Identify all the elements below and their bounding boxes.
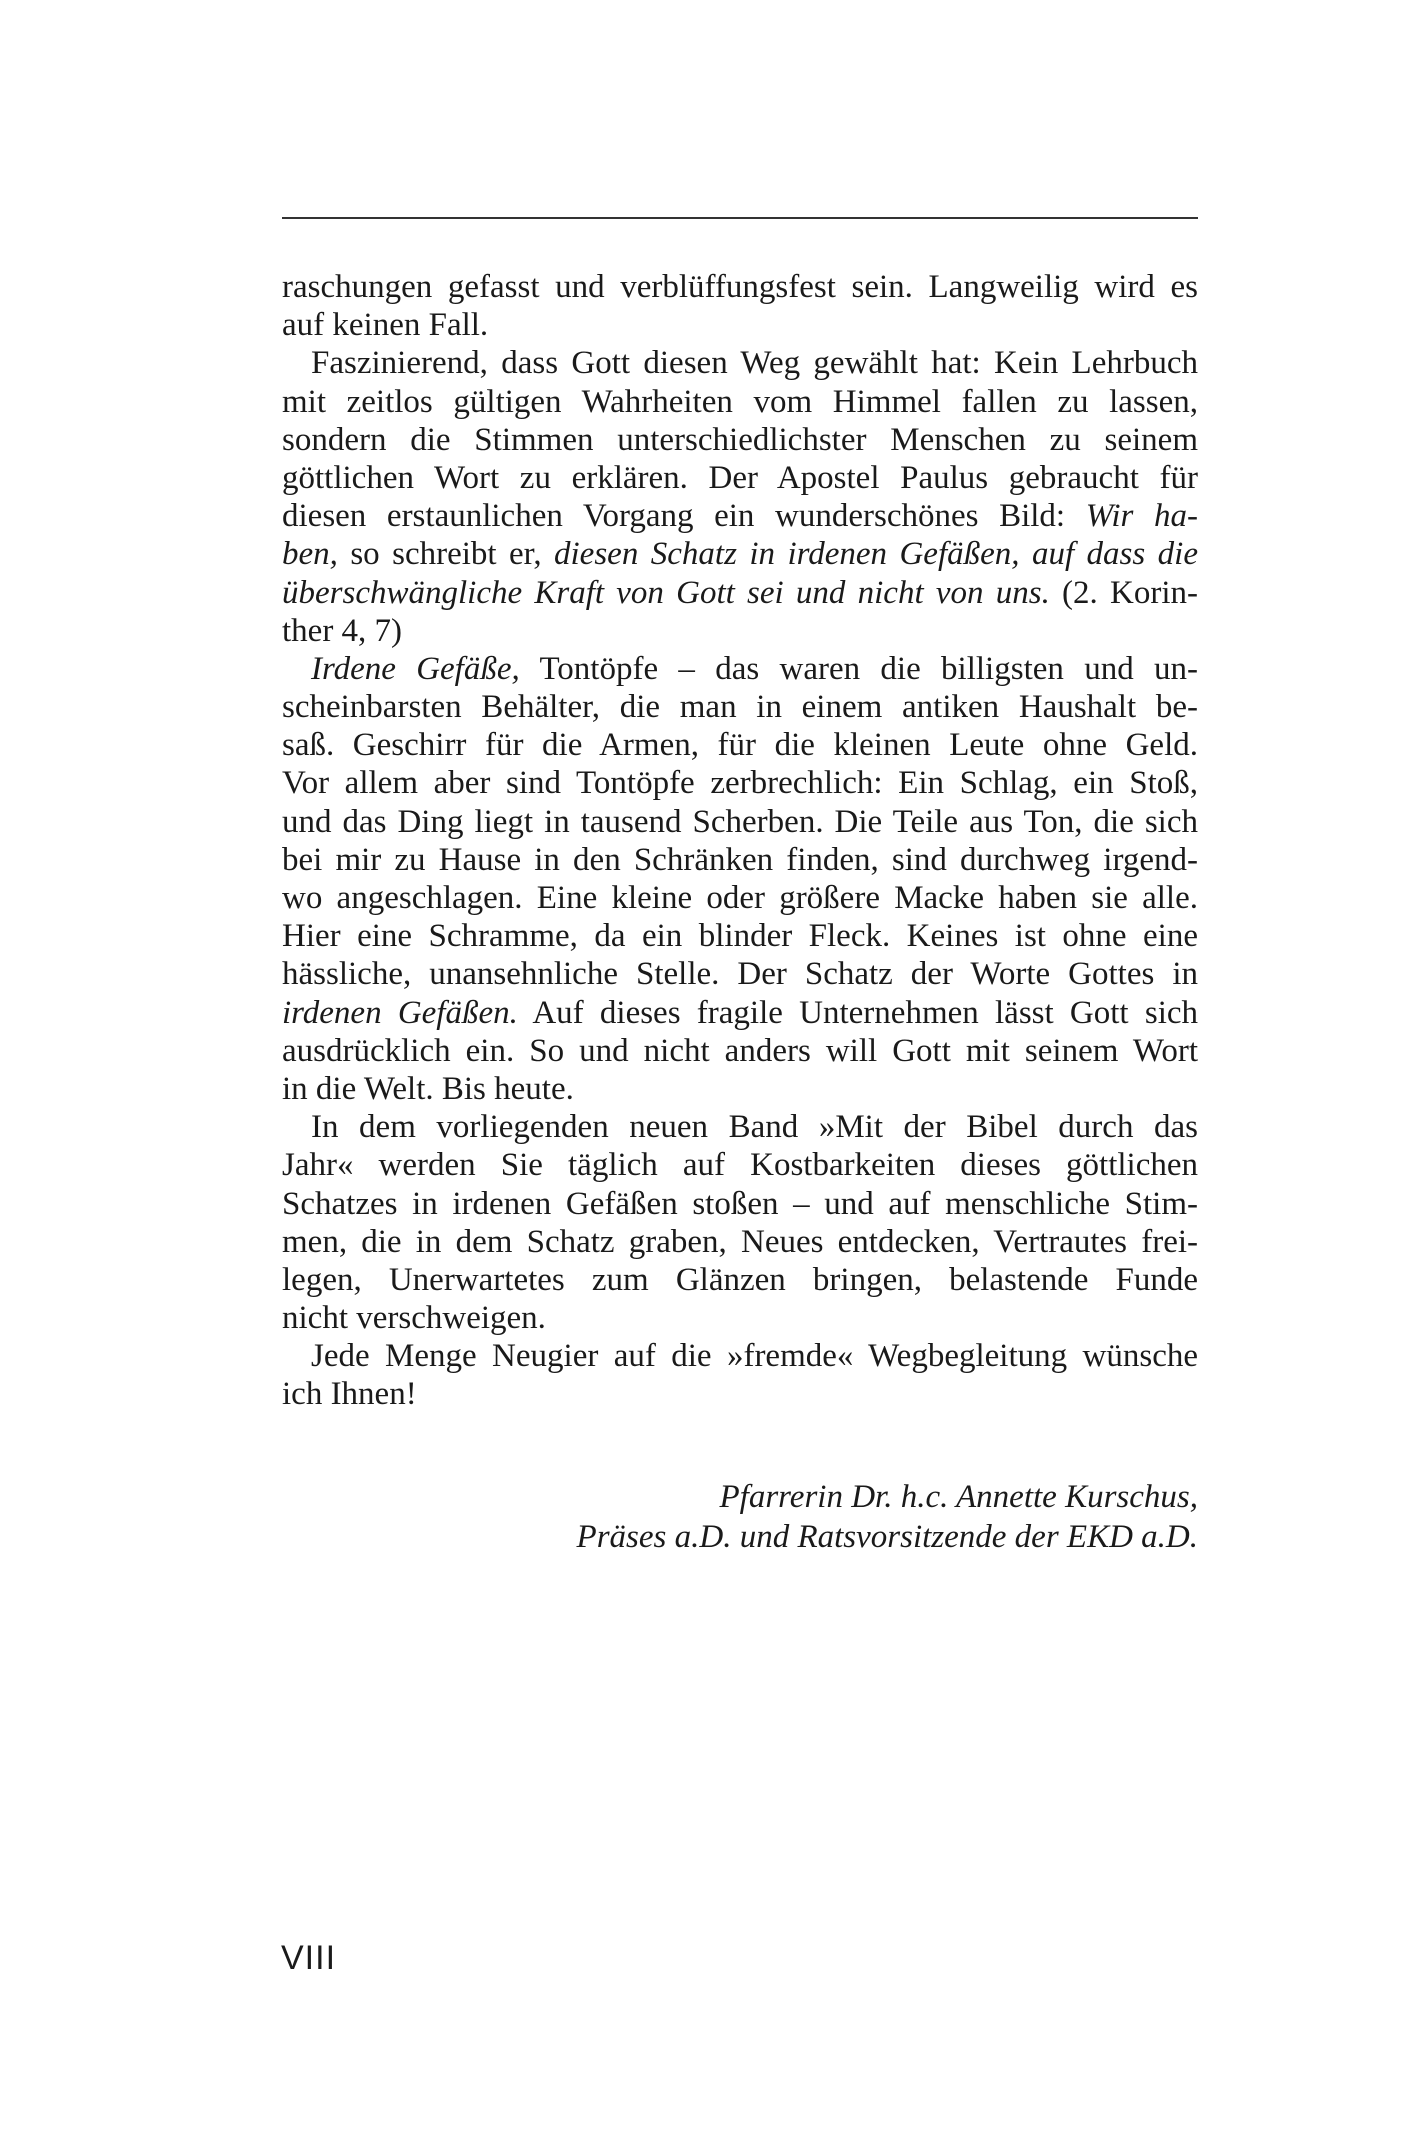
- text-line: [282, 1032, 1198, 1070]
- text-run: wo angeschlagen. Eine kleine oder größere Macke haben sie alle.: [282, 880, 1198, 916]
- text-line: [282, 383, 1198, 421]
- text-line: [282, 497, 1198, 535]
- text-line: [282, 306, 1198, 344]
- text-line: [282, 268, 1198, 306]
- text-run: Hier eine Schramme, da ein blinder Fleck. Keines ist ohne eine: [282, 918, 1198, 955]
- text-line: [282, 574, 1198, 612]
- text-line: [282, 803, 1198, 841]
- text-line: [282, 917, 1198, 955]
- text-line: [282, 459, 1198, 497]
- paragraph: [282, 268, 1198, 344]
- text-run: Tontöpfe – das waren die billigsten und un-: [519, 650, 1198, 687]
- text-run: diesen erstaunlichen Vorgang ein wunderschönes Bild:: [282, 498, 1086, 535]
- page-number: VIII: [281, 1939, 337, 1977]
- text-run: Jede Menge Neugier auf die »fremde« Wegbegleitung wünsche: [311, 1338, 1198, 1375]
- text-line: [282, 612, 1198, 650]
- text-run: saß. Geschirr für die Armen, für die kleinen Leute ohne Geld.: [282, 727, 1198, 764]
- text-run: Jahr« werden Sie täglich auf Kostbarkeiten dieses göttlichen: [282, 1147, 1198, 1184]
- text-line: [282, 1299, 1198, 1337]
- text-line: [282, 841, 1198, 879]
- text-run: raschungen gefasst und verblüffungsfest sein. Langweilig wird es: [282, 269, 1198, 305]
- text-line: [282, 1223, 1198, 1261]
- text-line: [282, 955, 1198, 993]
- paragraph: [282, 344, 1198, 650]
- text-run: ausdrücklich ein. So und nicht anders will Gott mit seinem Wort: [282, 1032, 1198, 1069]
- text-run: legen, Unerwartetes zum Glänzen bringen, belastende Funde: [282, 1261, 1198, 1298]
- text-run: so schreibt er,: [337, 536, 555, 573]
- text-run: In dem vorliegenden neuen Band »Mit der Bibel durch das: [311, 1109, 1198, 1146]
- paragraph: [282, 1337, 1198, 1413]
- text-line: [282, 1108, 1198, 1146]
- header-rule: [282, 217, 1198, 219]
- text-line: [282, 1337, 1198, 1375]
- text-line: [282, 764, 1198, 802]
- italic-text: ben,: [282, 536, 338, 573]
- italic-text: diesen Schatz in irdenen Gefäßen, auf dass die: [554, 536, 1198, 573]
- signature: [282, 1477, 1198, 1557]
- paragraph: [282, 650, 1198, 1108]
- text-run: ther 4, 7): [282, 612, 403, 649]
- text-run: men, die in dem Schatz graben, Neues entdecken, Vertrautes frei-: [282, 1223, 1198, 1260]
- italic-text: irdenen Gefäßen.: [282, 994, 518, 1031]
- text-run: scheinbarsten Behälter, die man in einem antiken Haushalt be-: [282, 689, 1198, 726]
- italic-text: Wir ha-: [1085, 498, 1199, 535]
- text-line: [282, 994, 1198, 1032]
- text-run: hässliche, unansehnliche Stelle. Der Schatz der Worte Gottes in: [282, 956, 1198, 993]
- paragraph: [282, 1108, 1198, 1337]
- signature-title: Präses a.D. und Ratsvorsitzende der EKD a.D.: [576, 1519, 1198, 1555]
- text-run: göttlichen Wort zu erklären. Der Apostel Paulus gebraucht für: [282, 459, 1198, 496]
- text-run: Faszinierend, dass Gott diesen Weg gewählt hat: Kein Lehrbuch: [311, 345, 1198, 382]
- text-line: [282, 1261, 1198, 1299]
- text-run: sondern die Stimmen unterschiedlichster Menschen zu seinem: [282, 421, 1198, 458]
- signature-name: Pfarrerin Dr. h.c. Annette Kurschus,: [719, 1479, 1198, 1515]
- text-run: auf keinen Fall.: [282, 307, 489, 344]
- italic-text: überschwängliche Kraft von Gott sei und nicht von uns.: [282, 574, 1050, 611]
- text-line: [282, 688, 1198, 726]
- text-run: Vor allem aber sind Tontöpfe zerbrechlich: Ein Schlag, ein Stoß,: [282, 765, 1198, 802]
- text-run: ich Ihnen!: [282, 1376, 417, 1413]
- text-run: (2. Korin-: [1049, 574, 1198, 611]
- text-run: und das Ding liegt in tausend Scherben. Die Teile aus Ton, die sich: [282, 803, 1198, 840]
- italic-text: Irdene Gefäße,: [311, 650, 520, 687]
- text-line: [282, 879, 1198, 917]
- body-text: [282, 268, 1198, 1414]
- text-line: [282, 650, 1198, 688]
- text-line: [282, 421, 1198, 459]
- text-run: Auf dieses fragile Unternehmen lässt Gott sich: [517, 994, 1199, 1031]
- text-line: [282, 535, 1198, 573]
- text-run: bei mir zu Hause in den Schränken finden, sind durchweg irgend-: [282, 841, 1198, 878]
- text-line: [282, 1375, 1198, 1413]
- text-line: [282, 1185, 1198, 1223]
- text-run: Schatzes in irdenen Gefäßen stoßen – und auf menschliche Stim-: [282, 1185, 1198, 1222]
- text-line: [282, 726, 1198, 764]
- text-line: [282, 1070, 1198, 1108]
- text-run: in die Welt. Bis heute.: [282, 1070, 574, 1107]
- text-line: [282, 344, 1198, 382]
- text-run: nicht verschweigen.: [282, 1300, 546, 1337]
- text-run: mit zeitlos gültigen Wahrheiten vom Himmel fallen zu lassen,: [282, 383, 1198, 420]
- text-line: [282, 1146, 1198, 1184]
